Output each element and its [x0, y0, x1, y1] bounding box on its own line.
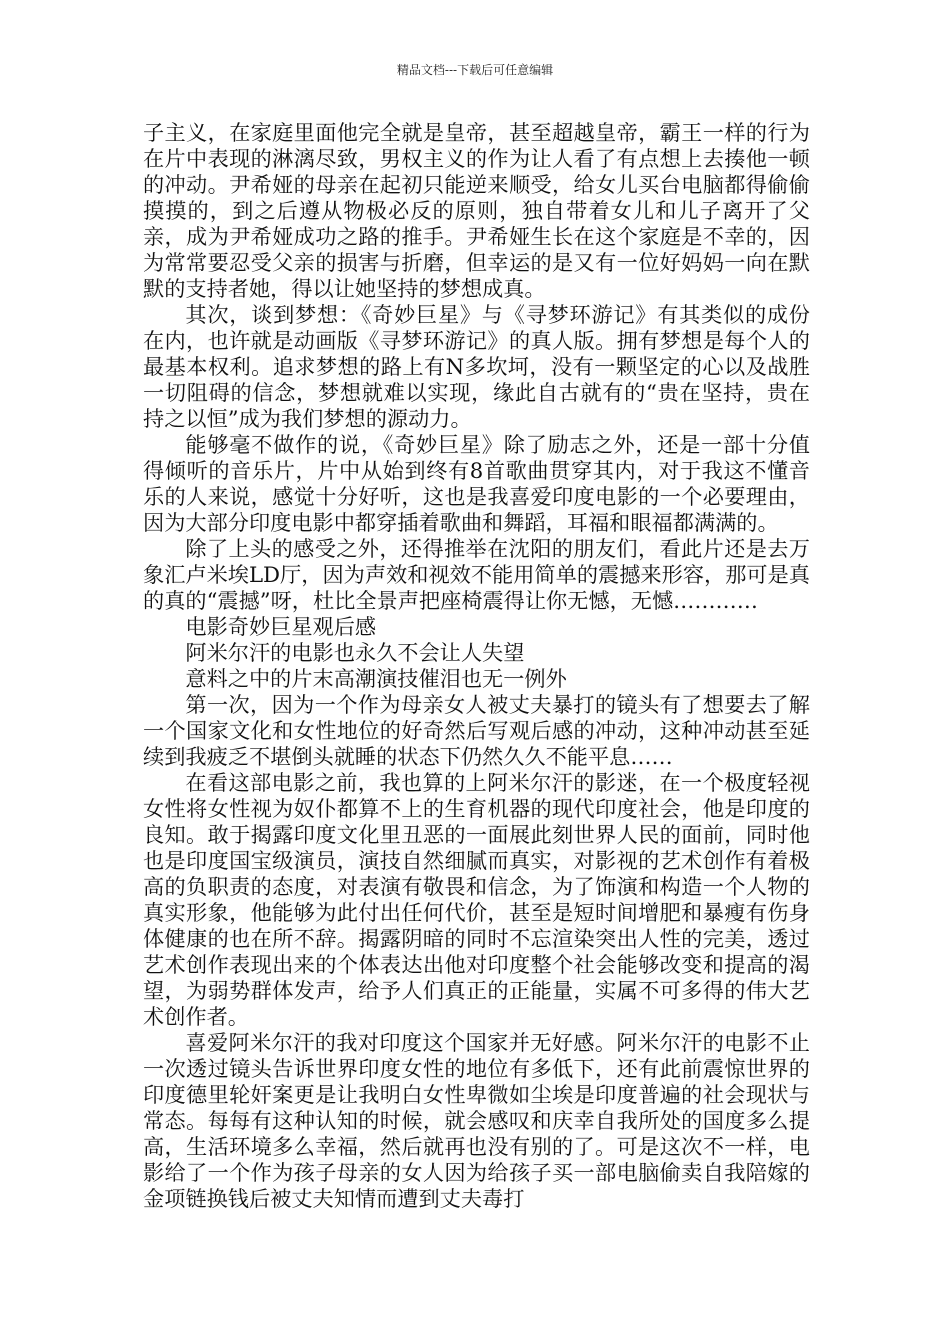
paragraph: 能够毫不做作的说，《奇妙巨星》除了励志之外，还是一部十分值得倾听的音乐片，片中从始到终有8首歌曲贯穿其内，对于我这不懂音乐的人来说，感觉十分好听，这也是我喜爱印度电影的一个必要理由，因为大部分印度电影中都穿插着歌曲和舞蹈，耳福和眼福都满满的。	[143, 432, 810, 535]
paragraph: 子主义，在家庭里面他完全就是皇帝，甚至超越皇帝，霸王一样的行为在片中表现的淋漓尽致，男权主义的作为让人看了有点想上去揍他一顿的冲动。尹希娅的母亲在起初只能逆来顺受，给女儿买台电脑都得偷偷摸摸的，到之后遵从物极必反的原则，独自带着女儿和儿子离开了父亲，成为尹希娅成功之路的推手。尹希娅生长在这个家庭是不幸的，因为常常要忍受父亲的损害与折磨，但幸运的是又有一位好妈妈一向在默默的支持者她，得以让她坚持的梦想成真。	[143, 120, 810, 301]
paragraph: 喜爱阿米尔汗的我对印度这个国家并无好感。阿米尔汗的电影不止一次透过镜头告诉世界印度女性的地位有多低下，还有此前震惊世界的印度德里轮奸案更是让我明白女性卑微如尘埃是印度普遍的社会现状与常态。每每有这种认知的时候，就会感叹和庆幸自我所处的国度多么提高，生活环境多么幸福，然后就再也没有别的了。可是这次不一样，电影给了一个作为孩子母亲的女人因为给孩子买一部电脑偷卖自我陪嫁的金项链换钱后被丈夫知情而遭到丈夫毒打	[143, 1030, 810, 1211]
document-body	[143, 120, 810, 1212]
paragraph: 在看这部电影之前，我也算的上阿米尔汗的影迷，在一个极度轻视女性将女性视为奴仆都算不上的生育机器的现代印度社会，他是印度的良知。敢于揭露印度文化里丑恶的一面展此刻世界人民的面前，同时他也是印度国宝级演员，演技自然细腻而真实，对影视的艺术创作有着极高的负职责的态度，对表演有敬畏和信念，为了饰演和构造一个人物的真实形象，他能够为此付出任何代价，甚至是短时间增肥和暴瘦有伤身体健康的也在所不辞。揭露阴暗的同时不忘渲染突出人性的完美，透过艺术创作表现出来的个体表达出他对印度整个社会能够改变和提高的渴望，为弱势群体发声，给予人们真正的正能量，实属不可多得的伟大艺术创作者。	[143, 770, 810, 1029]
paragraph: 除了上头的感受之外，还得推举在沈阳的朋友们，看此片还是去万象汇卢米埃LD厅，因为声效和视效不能用简单的震撼来形容，那可是真的真的“震撼”呀，杜比全景声把座椅震得让你无憾，无憾…………	[143, 536, 810, 613]
heading-line: 意料之中的片末高潮演技催泪也无一例外	[185, 666, 567, 691]
page-header: 精品文档---下载后可任意编辑	[396, 63, 554, 77]
paragraph: 其次，谈到梦想：《奇妙巨星》与《寻梦环游记》有其类似的成份在内，也许就是动画版《寻梦环游记》的真人版。拥有梦想是每个人的最基本权利。追求梦想的路上有N多坎坷，没有一颗坚定的心以及战胜一切阻碍的信念，梦想就难以实现，缘此自古就有的“贵在坚持，贵在持之以恒”成为我们梦想的源动力。	[143, 302, 810, 431]
heading-line: 阿米尔汗的电影也永久不会让人失望	[185, 640, 525, 665]
heading-line: 电影奇妙巨星观后感	[185, 614, 377, 639]
paragraph: 第一次，因为一个作为母亲女人被丈夫暴打的镜头有了想要去了解一个国家文化和女性地位的好奇然后写观后感的冲动，这种冲动甚至延续到我疲乏不堪倒头就睡的状态下仍然久久不能平息……	[143, 692, 810, 769]
